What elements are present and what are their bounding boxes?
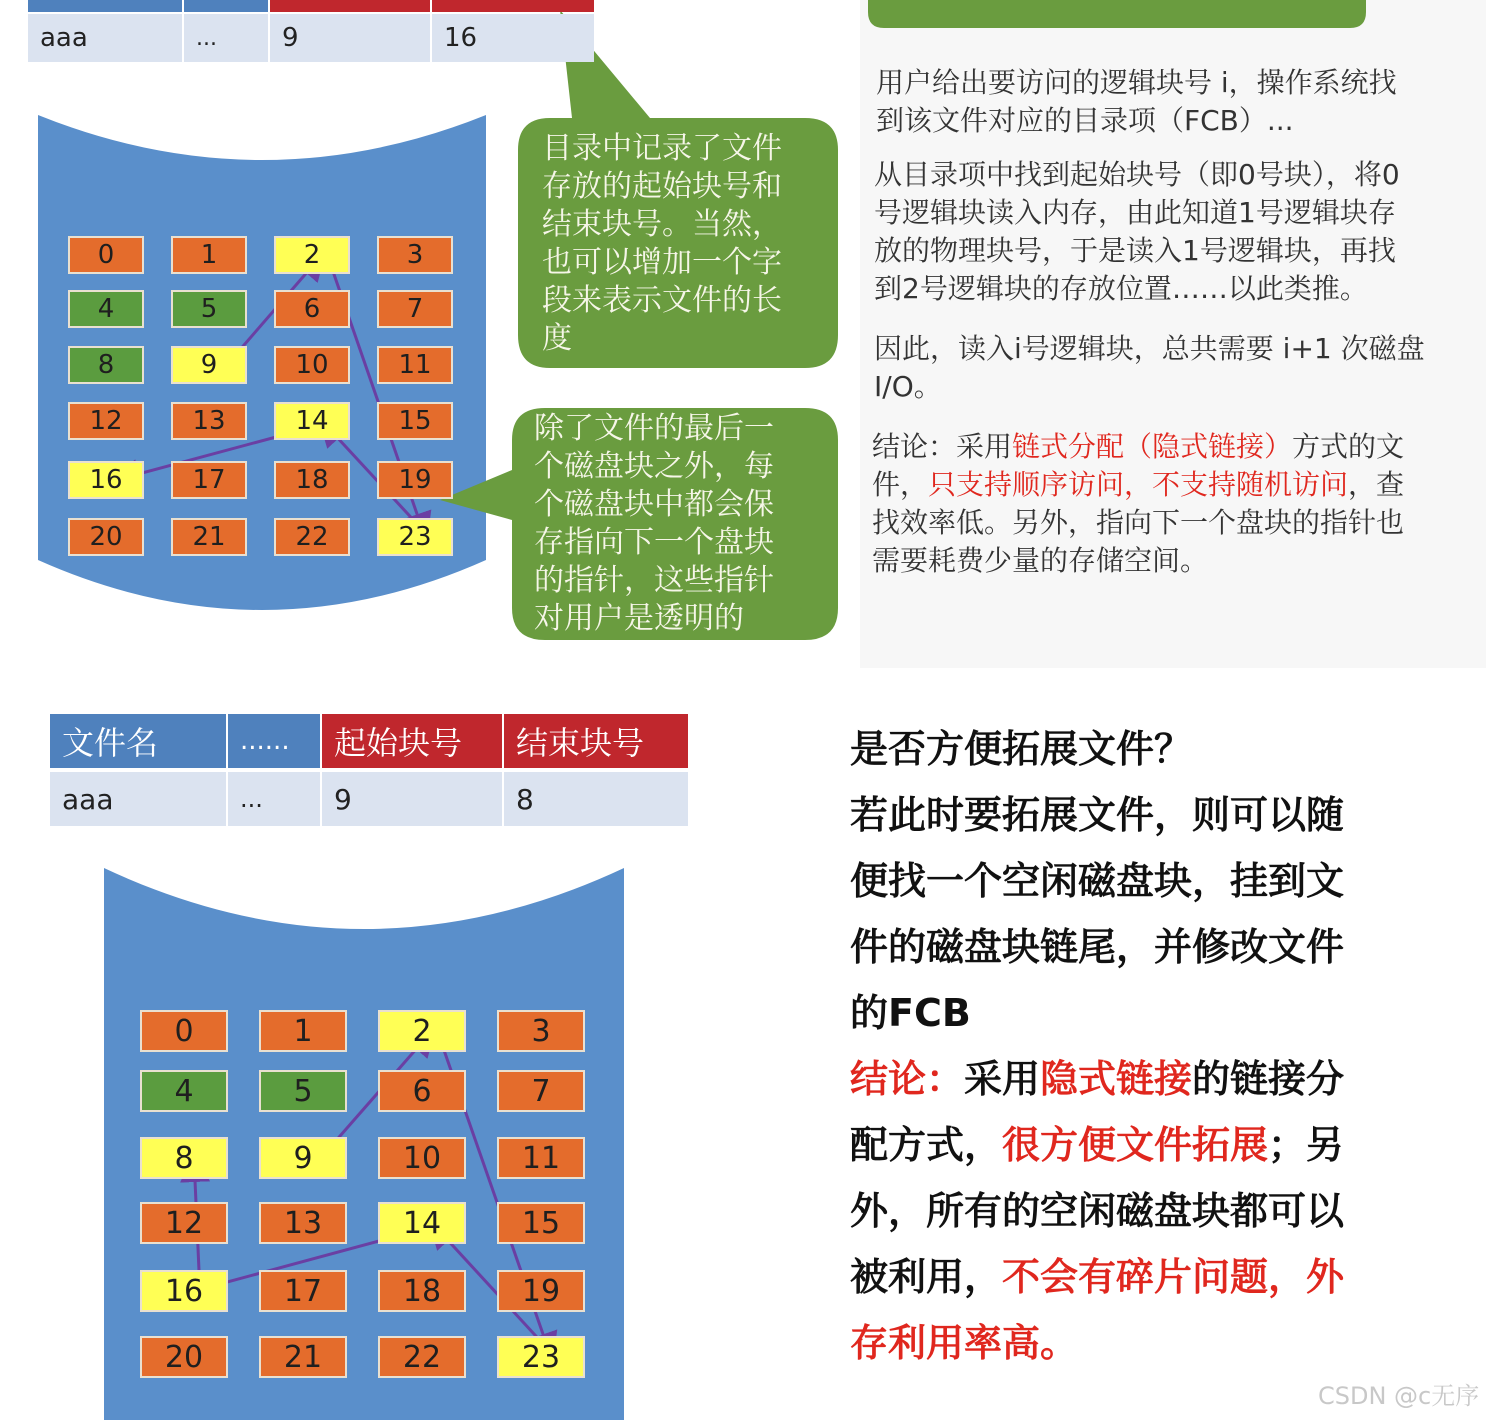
disk-block-5: 5 xyxy=(259,1070,347,1112)
disk-block-16: 16 xyxy=(68,461,144,499)
disk-block-0: 0 xyxy=(140,1010,228,1052)
disk-block-11: 11 xyxy=(497,1137,585,1179)
disk-block-23: 23 xyxy=(497,1336,585,1378)
disk-block-15: 15 xyxy=(377,402,453,440)
disk-block-16: 16 xyxy=(140,1270,228,1312)
disk-block-10: 10 xyxy=(378,1137,466,1179)
disk-block-14: 14 xyxy=(378,1202,466,1244)
paragraph-io-count: 因此，读入i号逻辑块，总共需要 i+1 次磁盘 I/O。 xyxy=(874,332,1425,403)
table-header: 文件名 xyxy=(50,714,226,768)
paragraph-lookup: 用户给出要访问的逻辑块号 i，操作系统找 到该文件对应的目录项（FCB）... xyxy=(876,66,1397,137)
disk-block-10: 10 xyxy=(274,346,350,384)
disk-block-13: 13 xyxy=(259,1202,347,1244)
table-cell: 9 xyxy=(322,772,502,826)
disk-block-11: 11 xyxy=(377,346,453,384)
table-header: ...... xyxy=(228,714,320,768)
disk-block-3: 3 xyxy=(497,1010,585,1052)
disk-block-7: 7 xyxy=(377,290,453,328)
disk-block-1: 1 xyxy=(171,236,247,274)
disk-block-1: 1 xyxy=(259,1010,347,1052)
watermark: CSDN @c无序 xyxy=(1318,1382,1480,1410)
disk-block-2: 2 xyxy=(274,236,350,274)
disk-block-20: 20 xyxy=(68,518,144,556)
table-cell: ... xyxy=(228,772,320,826)
disk-block-2: 2 xyxy=(378,1010,466,1052)
disk-block-12: 12 xyxy=(140,1202,228,1244)
table-cell: aaa xyxy=(50,772,226,826)
disk-block-8: 8 xyxy=(68,346,144,384)
disk-block-0: 0 xyxy=(68,236,144,274)
table-cell: 9 xyxy=(270,14,430,62)
disk-block-6: 6 xyxy=(274,290,350,328)
disk-block-8: 8 xyxy=(140,1137,228,1179)
callout-directory-text: 目录中记录了文件 存放的起始块号和 结束块号。当然， 也可以增加一个字 段来表示文件的长 度 xyxy=(542,131,782,356)
disk-block-3: 3 xyxy=(377,236,453,274)
disk-block-15: 15 xyxy=(497,1202,585,1244)
disk-block-20: 20 xyxy=(140,1336,228,1378)
disk-block-21: 21 xyxy=(171,518,247,556)
disk-block-12: 12 xyxy=(68,402,144,440)
disk-block-9: 9 xyxy=(171,346,247,384)
paragraph-conclusion-top: 结论：采用链式分配（隐式链接）方式的文 件，只支持顺序访问，不支持随机访问，查 找效率低。另外，指向下一个盘块的指针也 需要耗费少量的存储空间。 xyxy=(872,430,1405,577)
disk-block-22: 22 xyxy=(378,1336,466,1378)
extension-explanation: 是否方便拓展文件？ 若此时要拓展文件，则可以随 便找一个空闲磁盘块，挂到文 件的磁盘块链尾，并修改文件 的FCB 结论：采用隐式链接的链接分 配方式，很方便文件拓展；另 外，所有的空闲磁盘块都可以 被利用，不会有碎片问题，外 存利用率高。 xyxy=(850,727,1345,1365)
table-cell: ... xyxy=(184,14,268,62)
disk-block-19: 19 xyxy=(377,461,453,499)
disk-block-23: 23 xyxy=(377,518,453,556)
callout-pointer-text: 除了文件的最后一 个磁盘块之外，每 个磁盘块中都会保 存指向下一个盘块 的指针，这些指针 对用户是透明的 xyxy=(534,411,774,636)
disk-block-7: 7 xyxy=(497,1070,585,1112)
disk-block-4: 4 xyxy=(68,290,144,328)
disk-block-17: 17 xyxy=(171,461,247,499)
disk-block-21: 21 xyxy=(259,1336,347,1378)
disk-block-14: 14 xyxy=(274,402,350,440)
paragraph-traverse: 从目录项中找到起始块号（即0号块），将0 号逻辑块读入内存，由此知道1号逻辑块存 放的物理块号，于是读入1号逻辑块，再找 到2号逻辑块的存放位置……以此类推。 xyxy=(874,158,1400,305)
table-cell: 8 xyxy=(504,772,688,826)
disk-block-4: 4 xyxy=(140,1070,228,1112)
disk-block-9: 9 xyxy=(259,1137,347,1179)
disk-block-6: 6 xyxy=(378,1070,466,1112)
table-cell: 16 xyxy=(432,14,594,62)
disk-block-19: 19 xyxy=(497,1270,585,1312)
disk-block-18: 18 xyxy=(378,1270,466,1312)
table-header: 起始块号 xyxy=(322,714,502,768)
table-header: 结束块号 xyxy=(504,714,688,768)
disk-block-13: 13 xyxy=(171,402,247,440)
disk-block-5: 5 xyxy=(171,290,247,328)
disk-block-18: 18 xyxy=(274,461,350,499)
table-cell: aaa xyxy=(28,14,182,62)
disk-block-22: 22 xyxy=(274,518,350,556)
disk-block-17: 17 xyxy=(259,1270,347,1312)
